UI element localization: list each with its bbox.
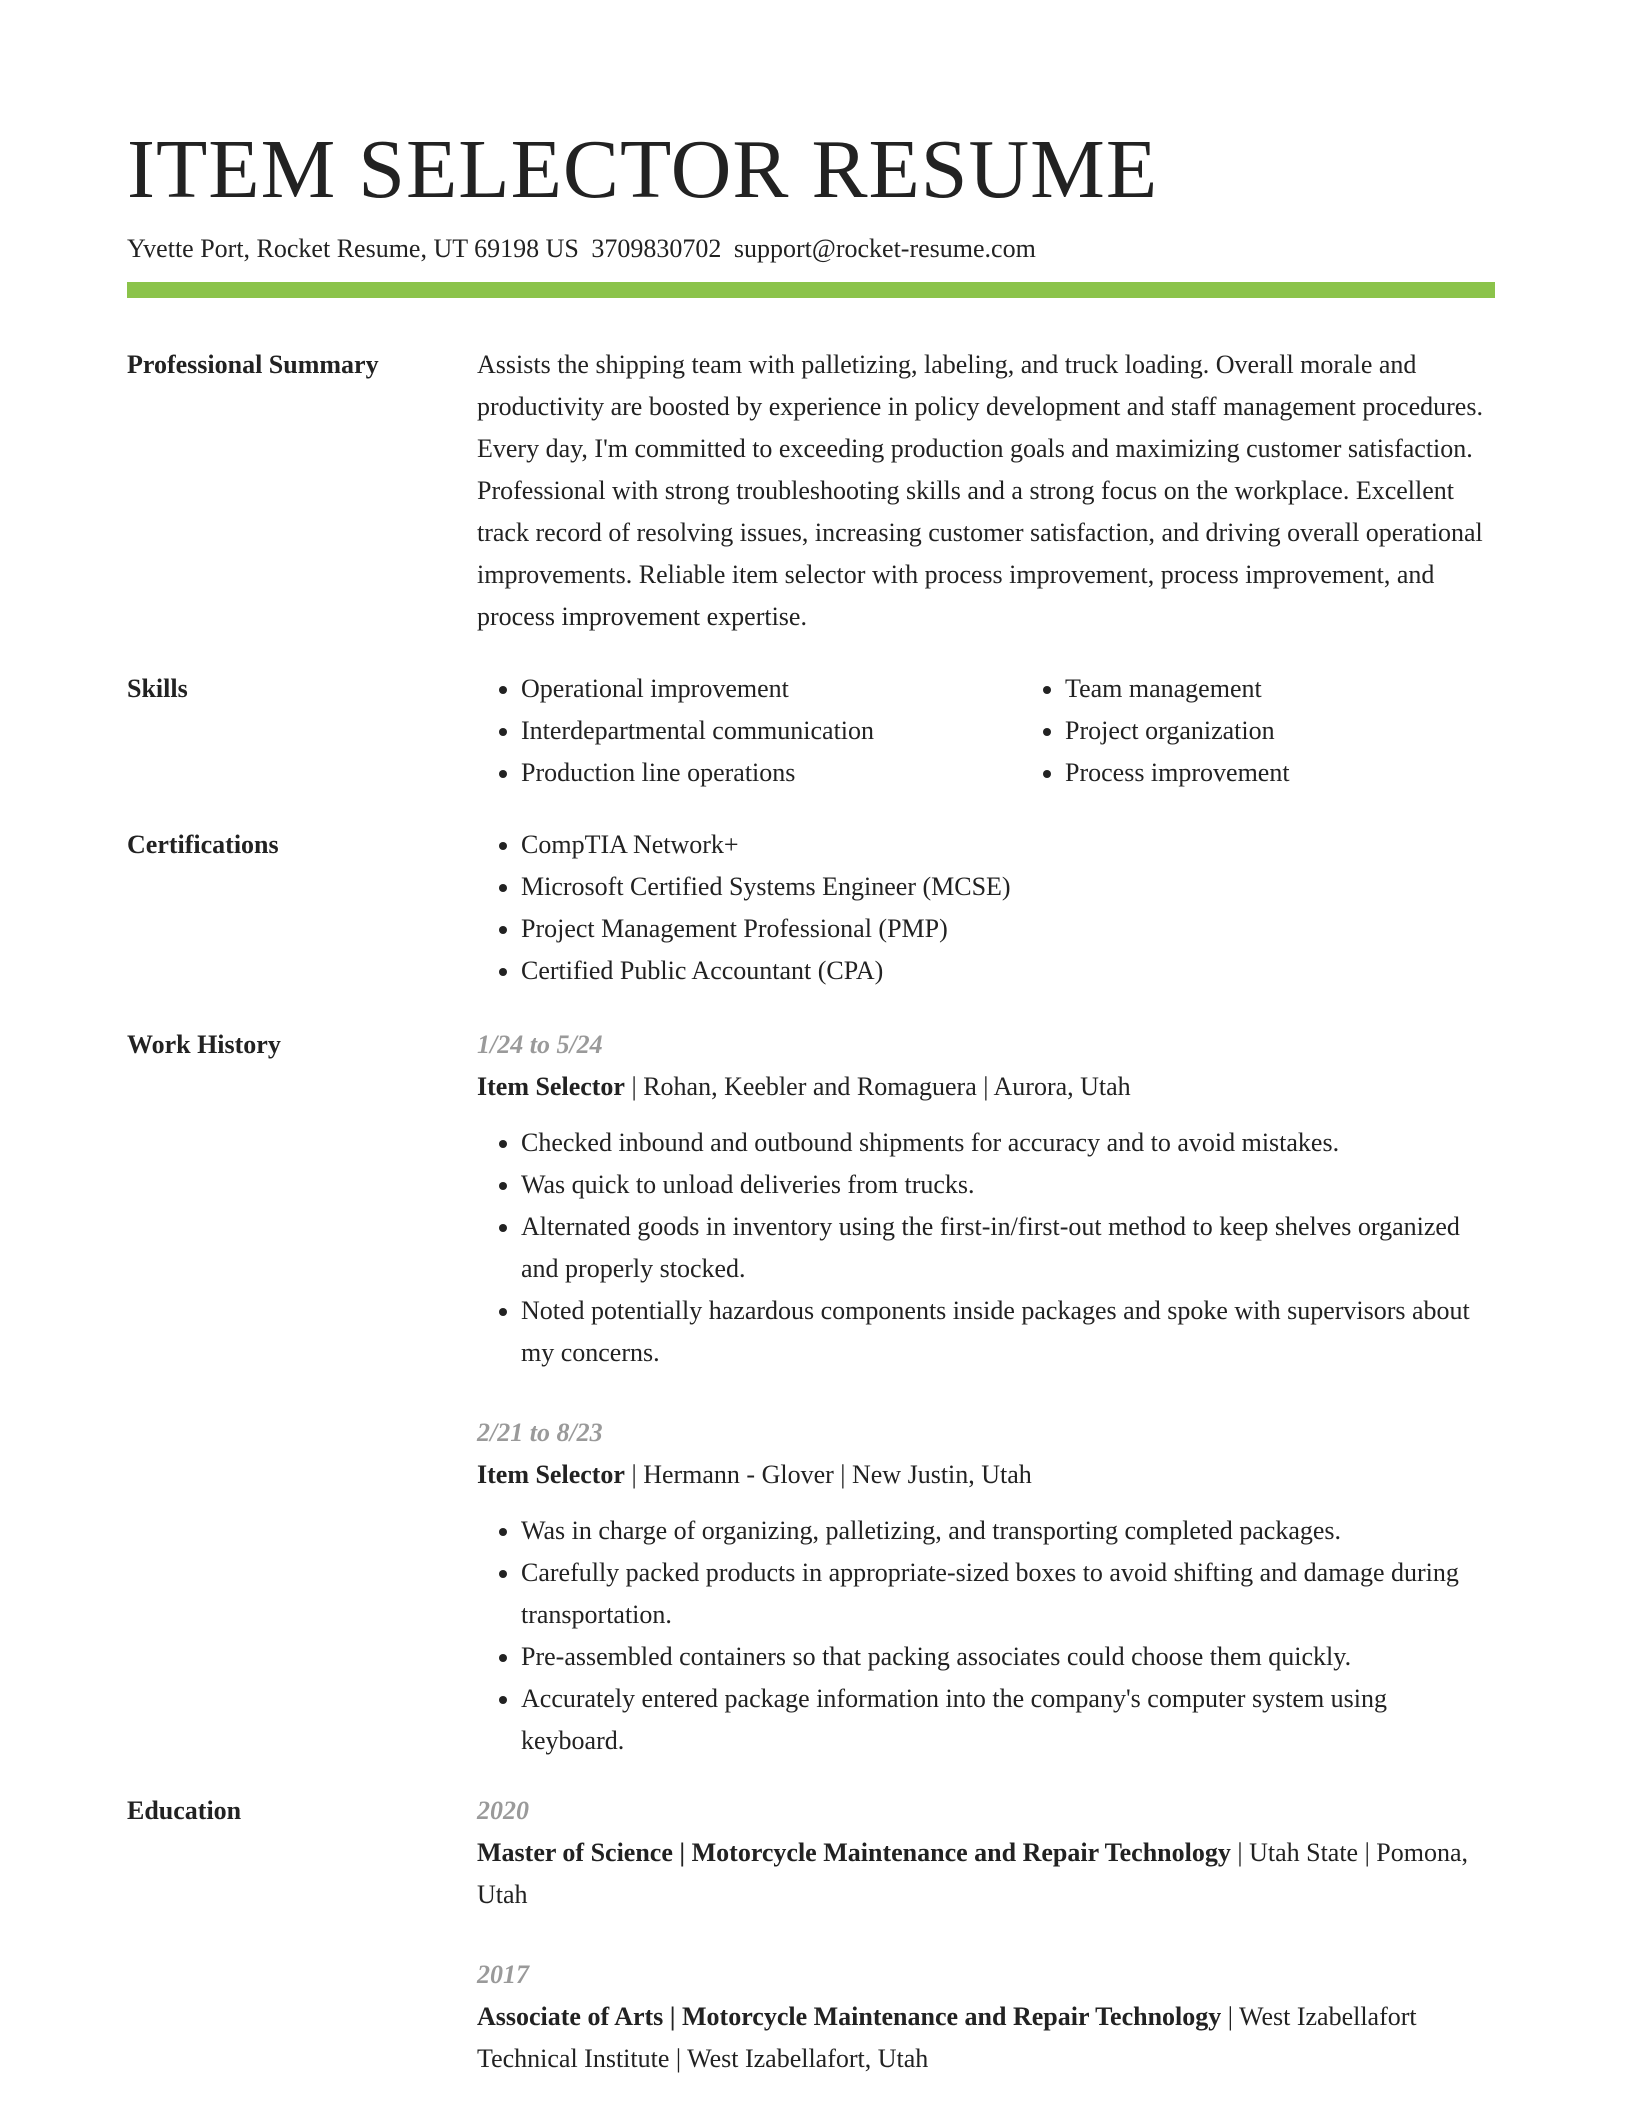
list-item: • Process improvement — [1065, 752, 1565, 794]
education-year: 2020 — [477, 1796, 529, 1825]
education-degree: Master of Science | Motorcycle Maintenance and Repair Technology — [477, 1838, 1231, 1867]
list-item: • Was quick to unload deliveries from trucks. — [521, 1164, 1495, 1206]
list-item: • Was in charge of organizing, palletizing, and transporting completed packages. — [521, 1510, 1495, 1552]
summary-text: Assists the shipping team with palletizing, labeling, and truck loading. Overall morale and productivity are boosted by experience in policy development and staff management procedures. Every day, I'm committed to exceeding production goals and maximizing customer satisfaction. Professional with strong troubleshooting skills and a strong focus on the workplace. Excellent track record of resolving issues, increasing customer satisfaction, and driving overall operational improvements. Reliable item selector with process improvement, process improvement, and process improvement expertise. — [477, 350, 1483, 631]
list-item: • Checked inbound and outbound shipments for accuracy and to avoid mistakes. — [521, 1122, 1495, 1164]
job-bullets — [477, 1122, 1495, 1374]
accent-divider — [127, 282, 1495, 298]
list-item: • Accurately entered package information into the company's computer system using keyboard. — [521, 1678, 1495, 1762]
contact-phone: 3709830702 — [591, 234, 722, 263]
job-entry — [477, 1412, 1495, 1762]
list-item: • Noted potentially hazardous components inside packages and spoke with supervisors about my concerns. — [521, 1290, 1495, 1374]
education-entry — [477, 1954, 1495, 2080]
education-details: | West Izabellafort Technical Institute | West Izabellafort, Utah — [477, 2002, 1417, 2073]
job-role — [477, 1454, 1495, 1496]
section-label: Work History — [127, 1030, 281, 1059]
list-item: • Carefully packed products in appropriate-sized boxes to avoid shifting and damage during transportation. — [521, 1552, 1495, 1636]
contact-email[interactable]: support@rocket-resume.com — [733, 234, 1036, 263]
contact-line — [127, 232, 1495, 266]
list-item: • Operational improvement — [521, 668, 1021, 710]
job-dates: 1/24 to 5/24 — [477, 1030, 603, 1059]
summary-section — [127, 344, 1495, 638]
education-year: 2017 — [477, 1960, 529, 1989]
job-title: Item Selector — [477, 1460, 625, 1489]
list-item: • Microsoft Certified Systems Engineer (MCSE) — [521, 866, 1495, 908]
certifications-list — [477, 824, 1495, 992]
skills-list-right — [1021, 668, 1565, 794]
education-entry — [477, 1790, 1495, 1916]
section-label: Certifications — [127, 830, 279, 859]
section-label: Skills — [127, 674, 188, 703]
job-dates: 2/21 to 8/23 — [477, 1418, 603, 1447]
list-item: • Interdepartmental communication — [521, 710, 1021, 752]
section-label: Professional Summary — [127, 350, 379, 379]
job-bullets — [477, 1510, 1495, 1762]
certifications-section — [127, 824, 1495, 992]
education-degree-line — [477, 1832, 1495, 1916]
resume-page — [127, 120, 1495, 2080]
list-item: • Certified Public Accountant (CPA) — [521, 950, 1495, 992]
skills-list-left — [477, 668, 1021, 794]
resume-title: ITEM SELECTOR RESUME — [127, 123, 1159, 216]
job-entry — [477, 1024, 1495, 1374]
job-role — [477, 1066, 1495, 1108]
list-item: • Team management — [1065, 668, 1565, 710]
list-item: • Pre-assembled containers so that packing associates could choose them quickly. — [521, 1636, 1495, 1678]
section-label: Education — [127, 1796, 242, 1825]
job-title: Item Selector — [477, 1072, 625, 1101]
list-item: • Production line operations — [521, 752, 1021, 794]
job-details: | Hermann - Glover | New Justin, Utah — [624, 1460, 1032, 1489]
list-item: • Project Management Professional (PMP) — [521, 908, 1495, 950]
skills-section — [127, 668, 1495, 794]
job-details: | Rohan, Keebler and Romaguera | Aurora, Utah — [624, 1072, 1131, 1101]
education-details: | Utah State | Pomona, Utah — [477, 1838, 1469, 1909]
contact-address: Yvette Port, Rocket Resume, UT 69198 US — [127, 234, 579, 263]
education-section — [127, 1790, 1495, 2080]
education-degree: Associate of Arts | Motorcycle Maintenance and Repair Technology — [477, 2002, 1222, 2031]
list-item: • CompTIA Network+ — [521, 824, 1495, 866]
education-degree-line — [477, 1996, 1495, 2080]
work-history-section — [127, 1024, 1495, 1762]
list-item: • Project organization — [1065, 710, 1565, 752]
list-item: • Alternated goods in inventory using the first-in/first-out method to keep shelves organized and properly stocked. — [521, 1206, 1495, 1290]
